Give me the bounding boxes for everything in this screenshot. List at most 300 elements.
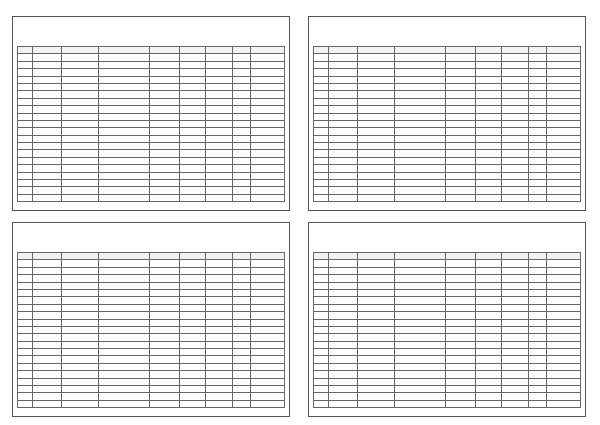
- table-cell: [529, 282, 546, 289]
- table-cell: [394, 363, 445, 370]
- table-row: [314, 91, 581, 98]
- table-cell: [314, 172, 329, 179]
- table-cell: [446, 312, 475, 319]
- document-subtitle: [17, 236, 285, 243]
- table-cell: [98, 113, 149, 120]
- table-cell: [206, 143, 233, 150]
- table-cell: [546, 378, 580, 385]
- table-cell: [446, 386, 475, 393]
- table-cell: [150, 297, 179, 304]
- table-row: [314, 297, 581, 304]
- table-cell: [18, 289, 33, 296]
- table-cell: [546, 194, 580, 201]
- table-cell: [98, 304, 149, 311]
- table-cell: [150, 165, 179, 172]
- table-cell: [394, 165, 445, 172]
- table-cell: [150, 386, 179, 393]
- table-cell: [150, 363, 179, 370]
- table-cell: [546, 260, 580, 267]
- table-cell: [233, 267, 250, 274]
- table-cell: [314, 378, 329, 385]
- table-cell: [394, 400, 445, 407]
- table-cell: [502, 386, 529, 393]
- column-header: [98, 253, 149, 260]
- table-cell: [314, 275, 329, 282]
- column-header: [446, 47, 475, 54]
- table-row: [314, 157, 581, 164]
- table-cell: [18, 275, 33, 282]
- table-cell: [18, 150, 33, 157]
- table-cell: [18, 69, 33, 76]
- table-row: [314, 319, 581, 326]
- column-header: [32, 253, 61, 260]
- table-cell: [179, 297, 206, 304]
- table-cell: [529, 76, 546, 83]
- table-cell: [358, 83, 395, 90]
- table-cell: [206, 326, 233, 333]
- table-cell: [62, 363, 99, 370]
- table-cell: [502, 165, 529, 172]
- ledger-table: [313, 46, 581, 202]
- table-cell: [62, 334, 99, 341]
- table-cell: [529, 194, 546, 201]
- table-cell: [529, 61, 546, 68]
- table-cell: [233, 165, 250, 172]
- table-cell: [358, 172, 395, 179]
- table-cell: [18, 282, 33, 289]
- table-cell: [98, 150, 149, 157]
- table-cell: [394, 91, 445, 98]
- column-header: [446, 253, 475, 260]
- table-cell: [328, 54, 357, 61]
- column-header: [250, 47, 284, 54]
- table-cell: [206, 128, 233, 135]
- table-cell: [358, 326, 395, 333]
- table-cell: [502, 393, 529, 400]
- table-cell: [150, 319, 179, 326]
- table-cell: [502, 54, 529, 61]
- column-header: [358, 47, 395, 54]
- table-cell: [446, 180, 475, 187]
- table-cell: [250, 61, 284, 68]
- table-cell: [446, 172, 475, 179]
- table-cell: [18, 400, 33, 407]
- table-cell: [150, 312, 179, 319]
- table-cell: [150, 187, 179, 194]
- table-row: [18, 371, 285, 378]
- table-cell: [62, 150, 99, 157]
- table-cell: [328, 180, 357, 187]
- table-cell: [62, 172, 99, 179]
- table-cell: [32, 113, 61, 120]
- table-cell: [179, 341, 206, 348]
- table-cell: [328, 341, 357, 348]
- table-cell: [394, 106, 445, 113]
- table-cell: [328, 128, 357, 135]
- table-row: [18, 180, 285, 187]
- table-row: [18, 260, 285, 267]
- table-row: [314, 267, 581, 274]
- table-cell: [179, 157, 206, 164]
- table-cell: [179, 135, 206, 142]
- table-cell: [546, 326, 580, 333]
- table-cell: [233, 260, 250, 267]
- table-cell: [358, 319, 395, 326]
- table-cell: [358, 393, 395, 400]
- table-cell: [233, 304, 250, 311]
- table-cell: [394, 386, 445, 393]
- table-cell: [18, 319, 33, 326]
- column-header: [529, 253, 546, 260]
- table-cell: [150, 282, 179, 289]
- table-cell: [328, 69, 357, 76]
- table-cell: [32, 61, 61, 68]
- table-cell: [529, 304, 546, 311]
- table-cell: [446, 349, 475, 356]
- table-row: [18, 61, 285, 68]
- table-cell: [475, 289, 502, 296]
- table-cell: [206, 69, 233, 76]
- table-cell: [18, 83, 33, 90]
- table-cell: [250, 393, 284, 400]
- table-cell: [32, 172, 61, 179]
- table-cell: [358, 275, 395, 282]
- ledger-table: [313, 252, 581, 408]
- table-cell: [179, 356, 206, 363]
- table-cell: [314, 135, 329, 142]
- table-cell: [62, 106, 99, 113]
- table-cell: [529, 341, 546, 348]
- table-row: [18, 289, 285, 296]
- table-cell: [475, 194, 502, 201]
- table-cell: [32, 400, 61, 407]
- table-row: [18, 150, 285, 157]
- table-cell: [206, 334, 233, 341]
- document-caption: [313, 243, 581, 250]
- table-cell: [446, 275, 475, 282]
- table-cell: [98, 157, 149, 164]
- column-header: [250, 253, 284, 260]
- table-cell: [446, 341, 475, 348]
- table-cell: [475, 150, 502, 157]
- table-cell: [150, 400, 179, 407]
- column-header: [98, 47, 149, 54]
- table-cell: [150, 172, 179, 179]
- table-cell: [98, 371, 149, 378]
- table-cell: [32, 69, 61, 76]
- table-cell: [32, 135, 61, 142]
- table-cell: [18, 363, 33, 370]
- table-cell: [328, 150, 357, 157]
- table-cell: [233, 120, 250, 127]
- table-cell: [475, 157, 502, 164]
- table-cell: [328, 267, 357, 274]
- table-cell: [358, 91, 395, 98]
- table-cell: [394, 113, 445, 120]
- table-cell: [98, 334, 149, 341]
- table-cell: [358, 128, 395, 135]
- table-cell: [446, 334, 475, 341]
- table-cell: [250, 297, 284, 304]
- table-cell: [32, 378, 61, 385]
- table-cell: [529, 172, 546, 179]
- table-cell: [179, 289, 206, 296]
- table-cell: [98, 326, 149, 333]
- table-cell: [62, 54, 99, 61]
- column-header: [358, 253, 395, 260]
- table-cell: [250, 349, 284, 356]
- table-cell: [328, 275, 357, 282]
- table-cell: [206, 275, 233, 282]
- table-cell: [62, 143, 99, 150]
- table-cell: [529, 106, 546, 113]
- table-cell: [179, 304, 206, 311]
- table-cell: [475, 172, 502, 179]
- table-cell: [502, 150, 529, 157]
- table-row: [314, 334, 581, 341]
- table-row: [314, 282, 581, 289]
- table-row: [18, 113, 285, 120]
- table-cell: [206, 393, 233, 400]
- table-cell: [546, 113, 580, 120]
- table-cell: [394, 172, 445, 179]
- table-cell: [250, 120, 284, 127]
- document-title: [313, 226, 581, 236]
- table-cell: [446, 143, 475, 150]
- table-cell: [358, 260, 395, 267]
- table-cell: [150, 106, 179, 113]
- table-cell: [62, 341, 99, 348]
- table-cell: [32, 83, 61, 90]
- table-cell: [546, 304, 580, 311]
- table-cell: [446, 106, 475, 113]
- table-cell: [529, 165, 546, 172]
- table-cell: [502, 275, 529, 282]
- table-cell: [233, 282, 250, 289]
- table-cell: [502, 135, 529, 142]
- table-cell: [206, 98, 233, 105]
- table-cell: [358, 120, 395, 127]
- column-header: [394, 47, 445, 54]
- table-row: [314, 363, 581, 370]
- table-cell: [529, 143, 546, 150]
- table-cell: [314, 334, 329, 341]
- table-cell: [18, 267, 33, 274]
- table-cell: [250, 128, 284, 135]
- table-row: [314, 76, 581, 83]
- table-cell: [358, 363, 395, 370]
- table-cell: [328, 378, 357, 385]
- table-cell: [446, 356, 475, 363]
- table-row: [18, 312, 285, 319]
- table-cell: [328, 260, 357, 267]
- table-cell: [233, 150, 250, 157]
- table-cell: [446, 363, 475, 370]
- table-row: [18, 297, 285, 304]
- document-subtitle: [313, 30, 581, 37]
- table-cell: [62, 91, 99, 98]
- table-cell: [233, 83, 250, 90]
- table-cell: [358, 371, 395, 378]
- table-cell: [250, 275, 284, 282]
- table-cell: [475, 334, 502, 341]
- table-cell: [32, 54, 61, 61]
- table-cell: [328, 289, 357, 296]
- table-cell: [394, 143, 445, 150]
- column-header: [179, 47, 206, 54]
- table-cell: [206, 341, 233, 348]
- column-header: [206, 253, 233, 260]
- table-cell: [62, 326, 99, 333]
- table-cell: [98, 54, 149, 61]
- table-cell: [179, 106, 206, 113]
- table-cell: [179, 282, 206, 289]
- column-header: [314, 253, 329, 260]
- table-row: [18, 98, 285, 105]
- table-cell: [502, 289, 529, 296]
- table-cell: [475, 128, 502, 135]
- table-cell: [358, 289, 395, 296]
- table-cell: [32, 194, 61, 201]
- table-cell: [18, 371, 33, 378]
- table-cell: [18, 326, 33, 333]
- table-cell: [314, 400, 329, 407]
- table-cell: [233, 275, 250, 282]
- table-cell: [394, 54, 445, 61]
- table-cell: [394, 378, 445, 385]
- table-row: [18, 91, 285, 98]
- document-page-3: [12, 222, 290, 417]
- table-cell: [546, 275, 580, 282]
- document-page-4: [308, 222, 586, 417]
- table-cell: [250, 165, 284, 172]
- table-cell: [394, 128, 445, 135]
- table-row: [18, 304, 285, 311]
- table-cell: [18, 341, 33, 348]
- table-cell: [233, 312, 250, 319]
- table-cell: [62, 260, 99, 267]
- table-row: [314, 98, 581, 105]
- table-row: [18, 393, 285, 400]
- table-cell: [179, 326, 206, 333]
- table-cell: [150, 349, 179, 356]
- table-cell: [150, 356, 179, 363]
- table-cell: [206, 400, 233, 407]
- table-cell: [150, 371, 179, 378]
- table-cell: [475, 83, 502, 90]
- table-cell: [206, 187, 233, 194]
- table-cell: [394, 297, 445, 304]
- table-cell: [394, 69, 445, 76]
- table-cell: [446, 194, 475, 201]
- table-cell: [546, 319, 580, 326]
- table-cell: [358, 150, 395, 157]
- table-cell: [206, 120, 233, 127]
- document-title: [17, 226, 285, 236]
- table-cell: [475, 312, 502, 319]
- table-cell: [502, 76, 529, 83]
- table-cell: [358, 341, 395, 348]
- table-cell: [314, 187, 329, 194]
- table-cell: [179, 334, 206, 341]
- table-cell: [546, 135, 580, 142]
- table-cell: [502, 157, 529, 164]
- table-row: [18, 165, 285, 172]
- table-cell: [314, 267, 329, 274]
- table-cell: [62, 76, 99, 83]
- table-cell: [62, 386, 99, 393]
- table-cell: [394, 393, 445, 400]
- table-cell: [62, 297, 99, 304]
- table-cell: [62, 135, 99, 142]
- table-cell: [446, 54, 475, 61]
- table-cell: [206, 297, 233, 304]
- table-cell: [475, 275, 502, 282]
- table-cell: [358, 267, 395, 274]
- column-header: [502, 253, 529, 260]
- table-cell: [250, 69, 284, 76]
- table-cell: [179, 54, 206, 61]
- table-cell: [233, 386, 250, 393]
- table-cell: [546, 83, 580, 90]
- table-row: [314, 371, 581, 378]
- table-cell: [150, 275, 179, 282]
- table-cell: [32, 393, 61, 400]
- table-cell: [179, 363, 206, 370]
- table-cell: [150, 143, 179, 150]
- table-cell: [179, 61, 206, 68]
- table-cell: [328, 113, 357, 120]
- table-row: [18, 128, 285, 135]
- table-cell: [529, 98, 546, 105]
- table-cell: [314, 319, 329, 326]
- table-cell: [206, 282, 233, 289]
- table-cell: [446, 69, 475, 76]
- table-cell: [98, 297, 149, 304]
- table-cell: [502, 180, 529, 187]
- table-cell: [546, 54, 580, 61]
- table-cell: [446, 187, 475, 194]
- table-cell: [18, 260, 33, 267]
- table-cell: [475, 76, 502, 83]
- table-cell: [529, 150, 546, 157]
- table-cell: [502, 106, 529, 113]
- table-cell: [150, 135, 179, 142]
- table-cell: [502, 120, 529, 127]
- table-cell: [529, 83, 546, 90]
- table-cell: [150, 150, 179, 157]
- table-cell: [546, 172, 580, 179]
- table-cell: [546, 61, 580, 68]
- table-cell: [98, 378, 149, 385]
- table-cell: [394, 98, 445, 105]
- table-cell: [32, 106, 61, 113]
- table-row: [314, 150, 581, 157]
- table-cell: [502, 83, 529, 90]
- table-cell: [32, 120, 61, 127]
- table-cell: [358, 297, 395, 304]
- table-cell: [358, 98, 395, 105]
- table-cell: [233, 143, 250, 150]
- table-cell: [179, 267, 206, 274]
- table-cell: [98, 128, 149, 135]
- table-cell: [18, 172, 33, 179]
- table-row: [18, 106, 285, 113]
- column-header: [206, 47, 233, 54]
- table-cell: [529, 312, 546, 319]
- table-cell: [446, 297, 475, 304]
- table-cell: [328, 172, 357, 179]
